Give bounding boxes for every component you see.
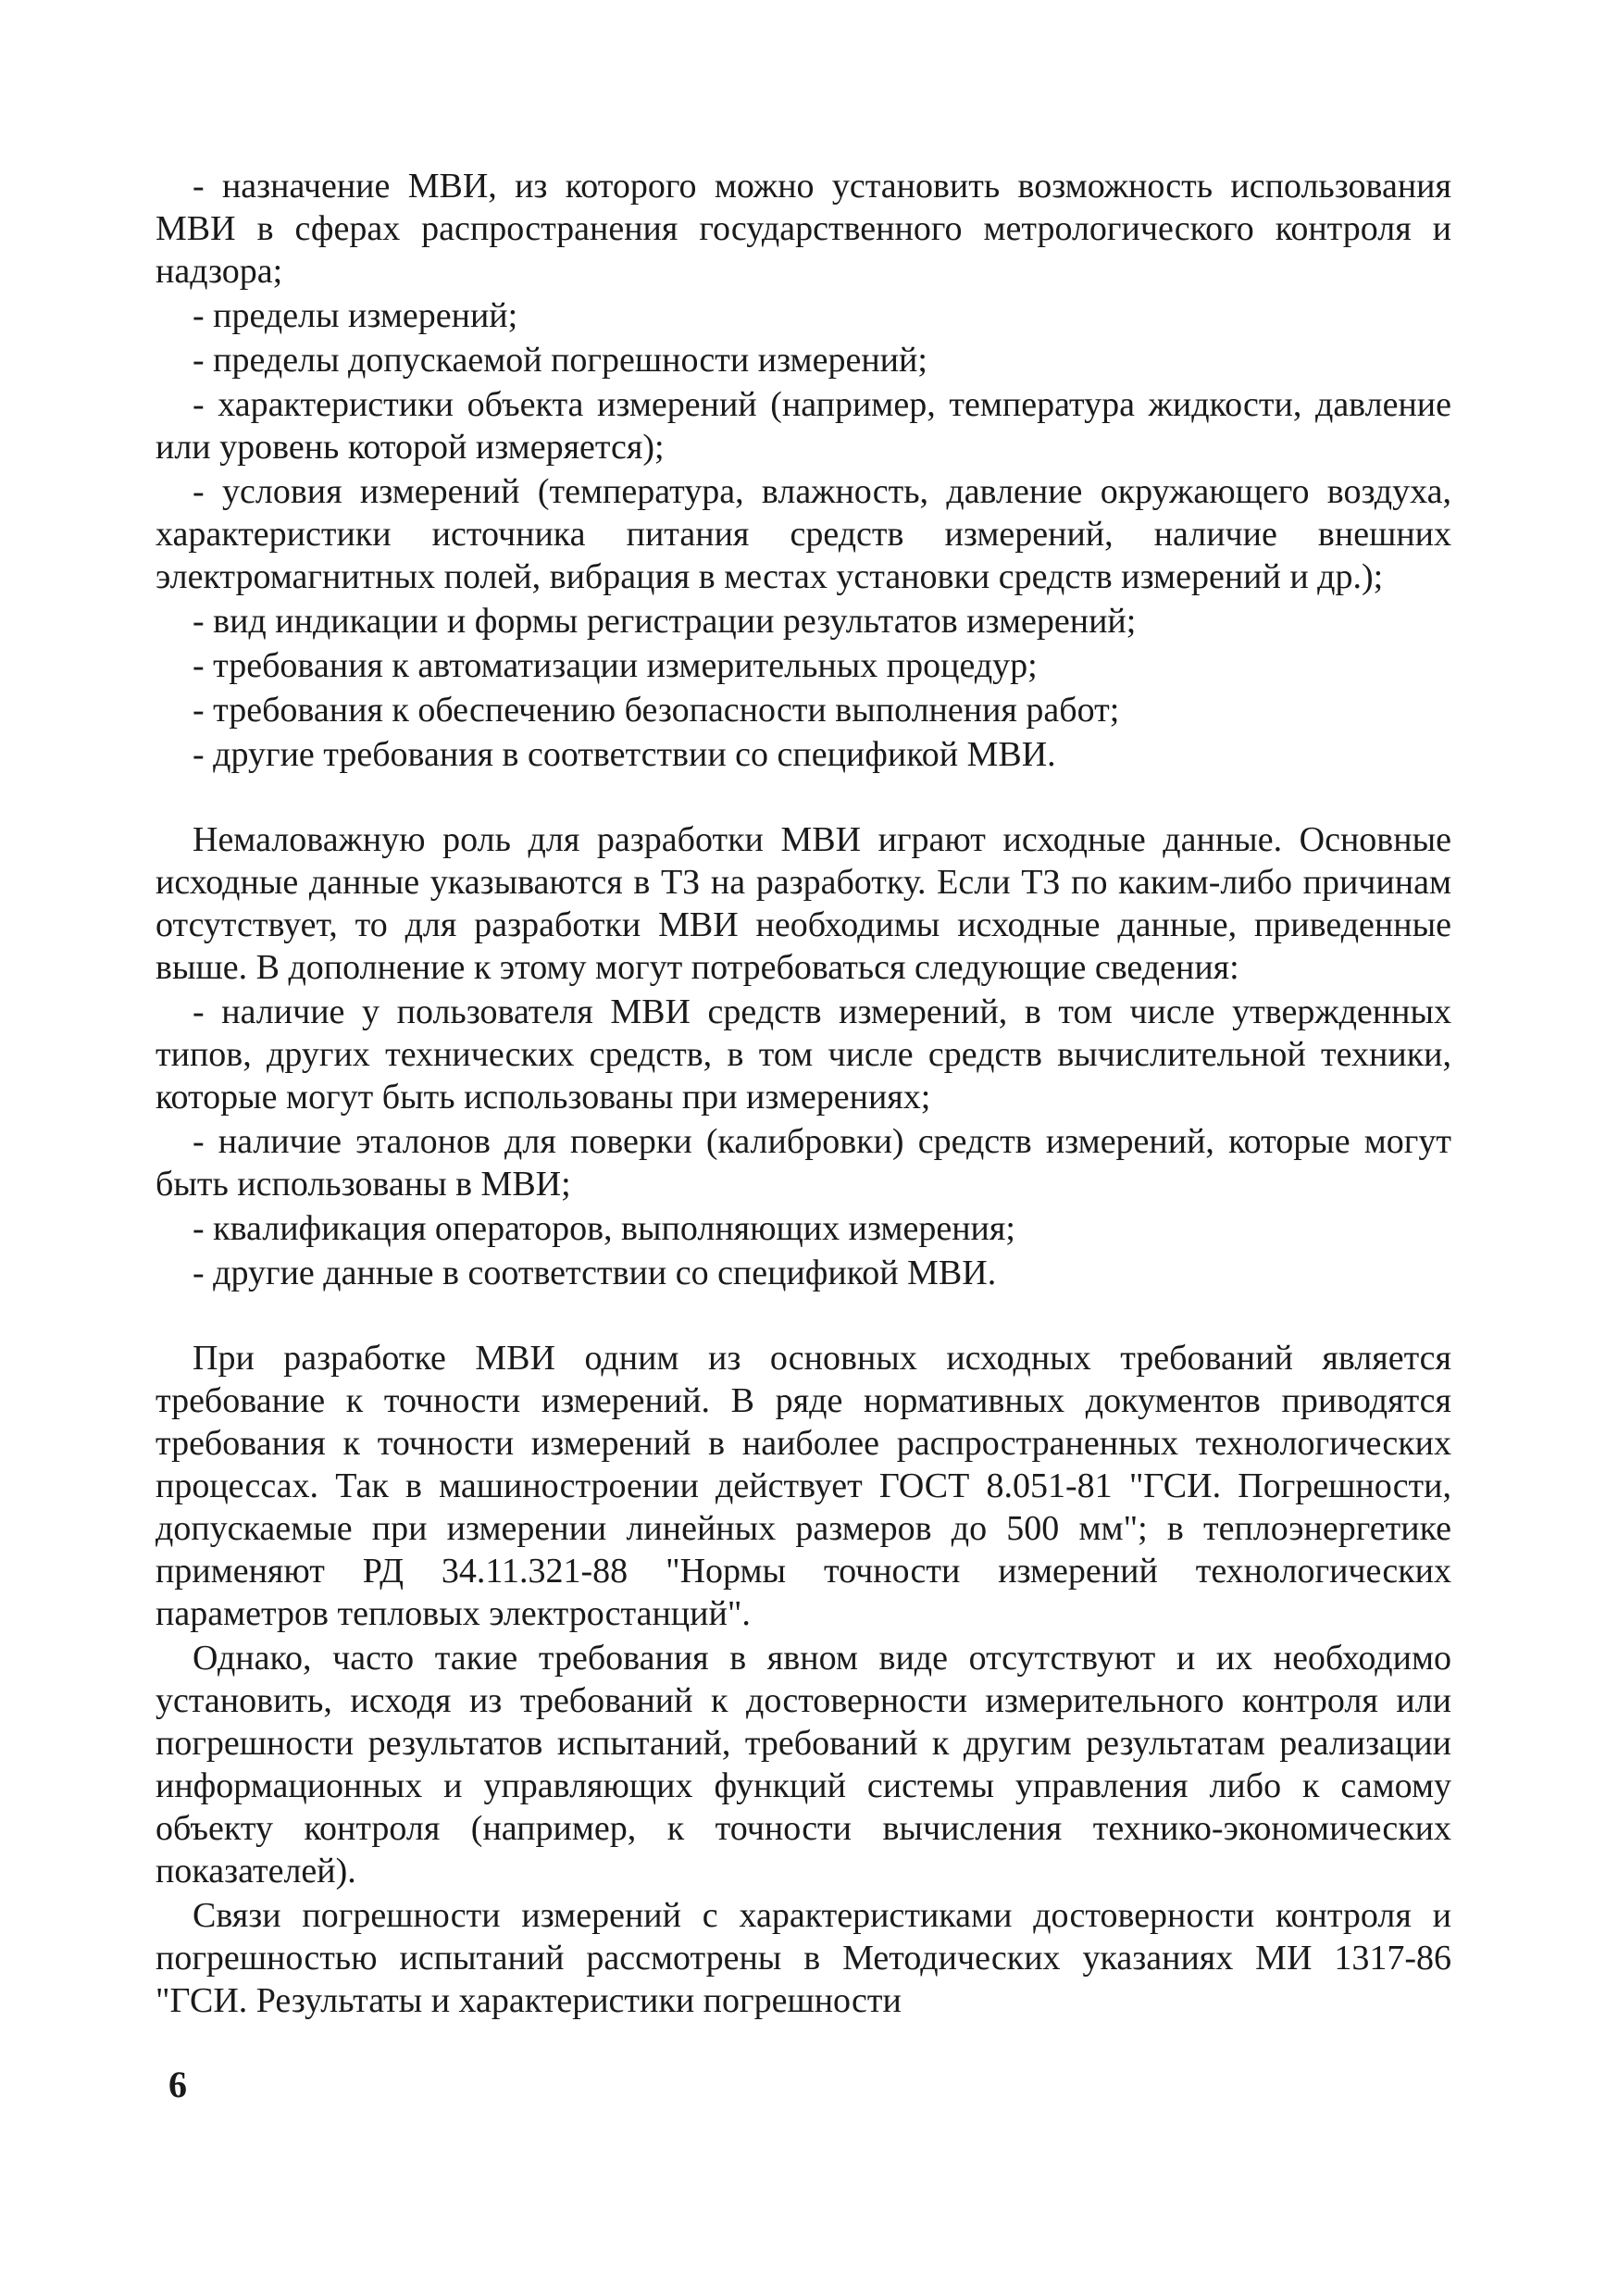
list-item: - пределы измерений; — [193, 296, 518, 335]
paragraph-requirements: Однако, часто такие требования в явном виде отсутствуют и их необходимо установить, исходя из требований к достоверности измерительного контроля или погрешности результатов испытаний, требований к другим результатам реализации информационных и управляющих функций системы управления либо к самому объекту контроля (например, к точности вычисления технико-экономических показателей). — [156, 1639, 1451, 1890]
list-item: - другие требования в соответствии со спецификой МВИ. — [193, 735, 1056, 774]
list-item: - условия измерений (температура, влажность, давление окружающего воздуха, характеристики источника питания средств измерений, наличие внешних электромагнитных полей, вибрация в местах установки средств измерений и др.); — [156, 472, 1451, 596]
list-item: - наличие у пользователя МВИ средств измерений, в том числе утвержденных типов, других технических средств, в том числе средств вычислительной техники, которые могут быть использованы при измерениях; — [156, 992, 1451, 1117]
paragraph-relations: Связи погрешности измерений с характеристиками достоверности контроля и погрешностью испытаний рассмотрены в Методических указаниях МИ 1317-86 "ГСИ. Результаты и характеристики погрешности — [156, 1896, 1451, 2020]
list-item: - назначение МВИ, из которого можно установить возможность использования МВИ в сферах распространения государственного метрологического контроля и надзора; — [156, 167, 1451, 291]
page-body — [156, 165, 1451, 2024]
list-item: - требования к автоматизации измерительных процедур; — [193, 646, 1038, 685]
info-list — [156, 991, 1451, 1294]
list-item: - характеристики объекта измерений (например, температура жидкости, давление или уровень которой измеряется); — [156, 385, 1451, 467]
list-item: - пределы допускаемой погрешности измерений; — [193, 341, 927, 380]
paragraph-accuracy: При разработке МВИ одним из основных исходных требований является требование к точности измерений. В ряде нормативных документов приводятся требования к точности измерений в наиболее распространенных технологических процессах. Так в машиностроении действует ГОСТ 8.051-81 "ГСИ. Погрешности, допускаемые при измерении линейных размеров до 500 мм"; в теплоэнергетике применяют РД 34.11.321-88 "Нормы точности измерений технологических параметров тепловых электростанций". — [156, 1339, 1451, 1633]
list-item: - наличие эталонов для поверки (калибровки) средств измерений, которые могут быть использованы в МВИ; — [156, 1122, 1451, 1204]
list-item: - вид индикации и формы регистрации результатов измерений; — [193, 602, 1137, 641]
requirements-list — [156, 165, 1451, 776]
spacer — [156, 1296, 1451, 1337]
list-item: - другие данные в соответствии со спецификой МВИ. — [193, 1254, 997, 1292]
spacer — [156, 778, 1451, 818]
page-number: 6 — [168, 2064, 187, 2105]
list-item: - квалификация операторов, выполняющих измерения; — [193, 1209, 1015, 1248]
list-item: - требования к обеспечению безопасности выполнения работ; — [193, 691, 1120, 730]
paragraph-initial-data: Немаловажную роль для разработки МВИ играют исходные данные. Основные исходные данные указываются в ТЗ на разработку. Если ТЗ по каким-либо причинам отсутствует, то для разработки МВИ необходимы исходные данные, приведенные выше. В дополнение к этому могут потребоваться следующие сведения: — [156, 820, 1451, 987]
